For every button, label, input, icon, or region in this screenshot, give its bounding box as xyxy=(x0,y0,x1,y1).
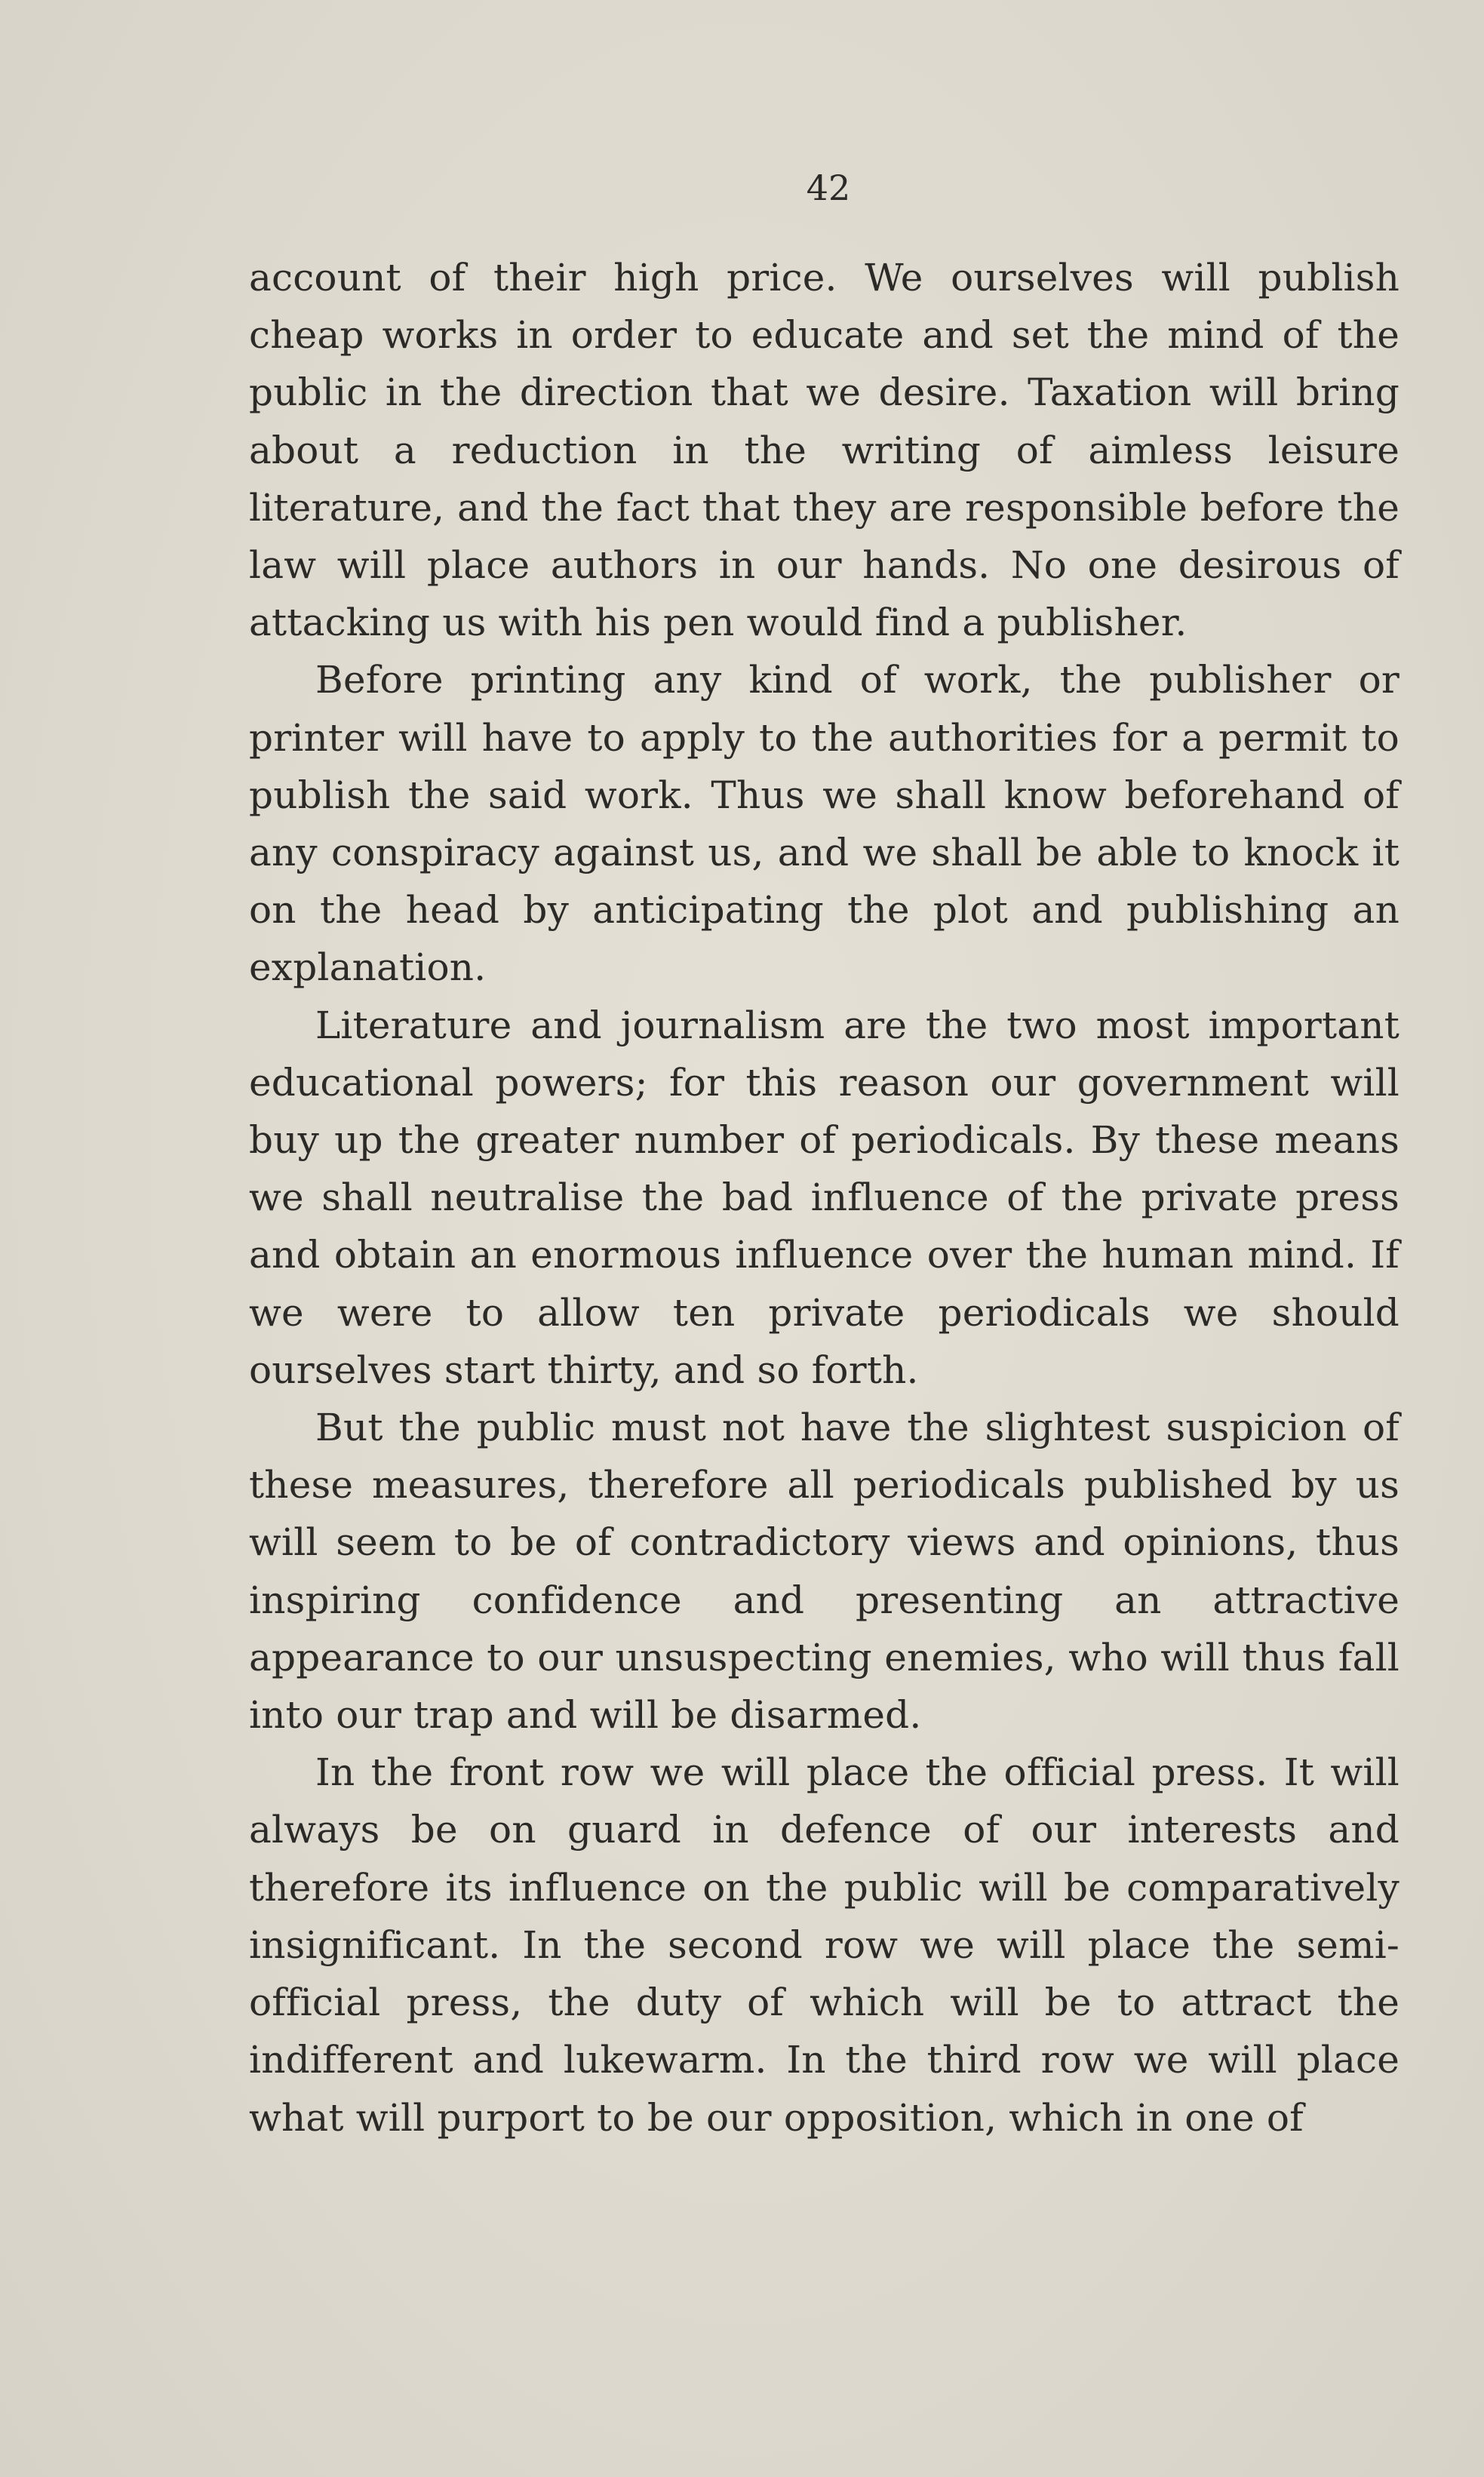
paragraph-5: In the front row we will place the official press. It will always be on guard in defence of our interests and therefore its influence on the public will be comparatively insignificant. In the second row we will place the semi-official press, the duty of which will be to attract the indifferent and lukewarm. In the third row we will place what will purport to be our opposition, which in one of xyxy=(249,1750,1400,2140)
paragraph-4: But the public must not have the slightest suspicion of these measures, therefore all periodicals published by us will seem to be of contradictory views and opinions, thus inspiring confidence and presenting an attractive appearance to our unsuspecting enemies, who will thus fall into our trap and will be disarmed. xyxy=(249,1406,1400,1738)
body-text xyxy=(249,249,1400,2147)
paragraph-3: Literature and journalism are the two most important educational powers; for this reason our government will buy up the greater number of periodicals. By these means we shall neutralise the bad influence of the private press and obtain an enormous influence over the human mind. If we were to allow ten private periodicals we should ourselves start thirty, and so forth. xyxy=(249,1003,1400,1392)
page-number: 42 xyxy=(806,167,851,208)
paragraph-1: account of their high price. We ourselves will publish cheap works in order to educate and set the mind of the public in the direction that we desire. Taxation will bring about a reduction in the writing of aimless leisure literature, and the fact that they are responsible before the law will place authors in our hands. No one desirous of attacking us with his pen would find a publisher. xyxy=(249,256,1400,645)
paragraph-2: Before printing any kind of work, the publisher or printer will have to apply to the authorities for a permit to publish the said work. Thus we shall know beforehand of any conspiracy against us, and we shall be able to knock it on the head by anticipating the plot and publishing an explanation. xyxy=(249,658,1400,990)
